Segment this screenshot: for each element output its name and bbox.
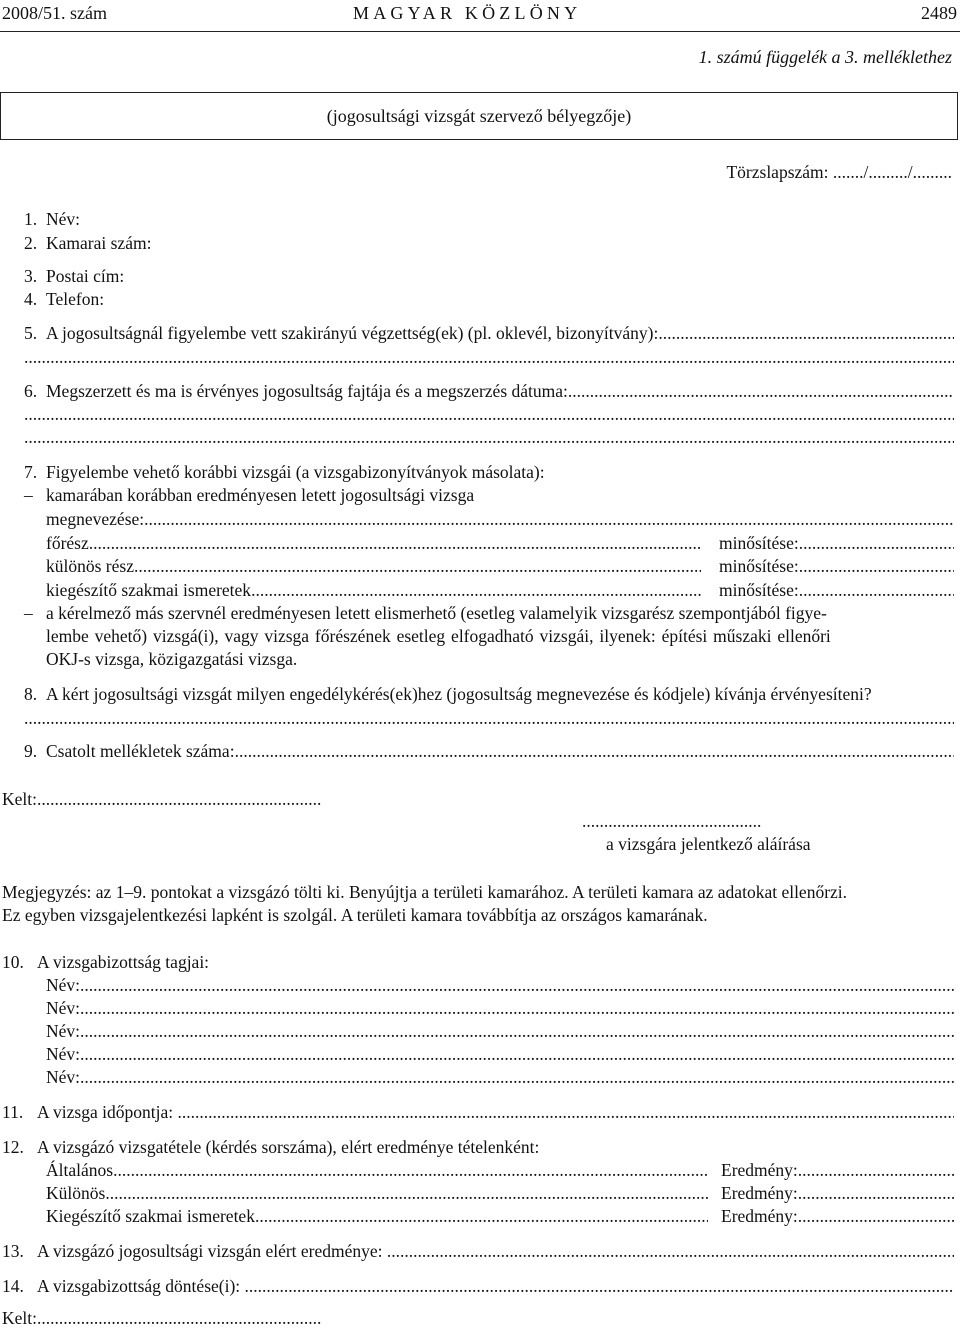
item-7-special-part: különös rész ..... [46,558,701,576]
item-5-fill-line [24,349,954,367]
item-6-fill-line-2 [24,429,954,447]
item-9-attachments: 9. Csatolt mellékletek száma: ..... [24,743,954,761]
note-line-2: Ez egyben vizsgajelentkezési lapként is szolgál. A területi kamara továbbítja az országos kamarának. [2,905,708,925]
item-12-supplementary: Kiegészítő szakmai ismeretek ..... [46,1208,708,1226]
item-10-committee: 10. A vizsgabizottság tagjai: [2,952,210,972]
item-11-exam-date: 11. A vizsga időpontja: ..... [2,1104,954,1122]
committee-member-2: Név: ..... [46,1000,954,1018]
item-8-fill-line [24,710,954,728]
item-12-special: Különös ..... [46,1185,708,1203]
page-number: 2489 [921,3,957,23]
item-7-dash-2: – a kérelmező más szervnél eredményesen letett elismerhető (esetleg valamelyik vizsgarész szempontjából figye- [24,603,827,623]
item-6-fill-line-1 [24,406,954,424]
item-7-supplementary: kiegészítő szakmai ismeretek ..... [46,582,701,600]
item-7-dash-2-line-3: OKJ-s vizsga, közigazgatási vizsga. [46,649,298,669]
item-7-exam-name: megnevezése: ..... [46,511,954,529]
item-12-general: Általános ..... [46,1162,708,1180]
journal-title: MAGYAR KÖZLÖNY [353,3,582,23]
item-6-entitlement: 6. Megszerzett és ma is érvényes jogosultság fajtája és a megszerzés dátuma: ..... [24,383,954,401]
issue-number: 2008/51. szám [2,3,107,23]
item-7-previous-exams: 7. Figyelembe vehető korábbi vizsgái (a vizsgabizonyítványok másolata): [24,462,545,482]
item-name: 1. Név: [24,209,81,229]
item-7-main-part-grade: minősítése: ..... [719,535,954,553]
date-place-1: Kelt: ..... [2,791,322,809]
item-7-dash-2-line-2: lembe vehető) vizsgá(i), vagy vizsga főrészének esetleg elfogadható vizsgái, ilyenek: építési műszaki ellenőri [46,626,831,646]
committee-member-1: Név: ..... [46,977,954,995]
item-12-special-result: Eredmény: ..... [721,1185,954,1203]
stamp-box-label: (jogosultsági vizsgát szervező bélyegzője) [326,106,632,126]
item-7-main-part: főrész ..... [46,535,701,553]
item-7-supplementary-grade: minősítése: ..... [719,582,954,600]
signature-label: a vizsgára jelentkező aláírása [606,834,811,854]
note-line-1: Megjegyzés: az 1–9. pontokat a vizsgázó tölti ki. Benyújtja a területi kamarához. A területi kamara az adatokat ellenőrzi. [2,882,848,902]
committee-member-4: Név: ..... [46,1046,954,1064]
item-12-general-result: Eredmény: ..... [721,1162,954,1180]
item-postal-address: 3. Postai cím: [24,266,125,286]
item-5-qualifications: 5. A jogosultságnál figyelembe vett szakirányú végzettség(ek) (pl. oklevél, bizonyítvány): ..... [24,325,954,343]
header-divider [0,31,960,32]
item-13-final-result: 13. A vizsgázó jogosultsági vizsgán elért eredménye: ..... [2,1243,954,1261]
date-place-2: Kelt: ..... [2,1310,322,1328]
appendix-title: 1. számú függelék a 3. melléklethez [698,47,952,67]
item-8-permit-request: 8. A kért jogosultsági vizsgát milyen engedélykérés(ek)hez (jogosultság megnevezése és kódjele) kívánja érvényesíteni? [24,684,872,704]
page-header [0,4,960,26]
committee-member-5: Név: ..... [46,1069,954,1087]
item-12-exam-results: 12. A vizsgázó vizsgatétele (kérdés sorszáma), elért eredménye tételenként: [2,1137,540,1157]
signature-line: ......................................... [582,811,762,831]
item-phone: 4. Telefon: [24,289,105,309]
item-14-decision: 14. A vizsgabizottság döntése(i): ..... [2,1278,954,1296]
committee-member-3: Név: ..... [46,1023,954,1041]
item-7-dash-1: – kamarában korábban eredményesen letett jogosultsági vizsga [24,485,475,505]
stamp-box [0,92,958,140]
register-number: Törzslapszám: ......./........./......... [726,162,952,182]
item-chamber-number: 2. Kamarai szám: [24,233,152,253]
item-12-supplementary-result: Eredmény: ..... [721,1208,954,1226]
item-7-special-part-grade: minősítése: ..... [719,558,954,576]
